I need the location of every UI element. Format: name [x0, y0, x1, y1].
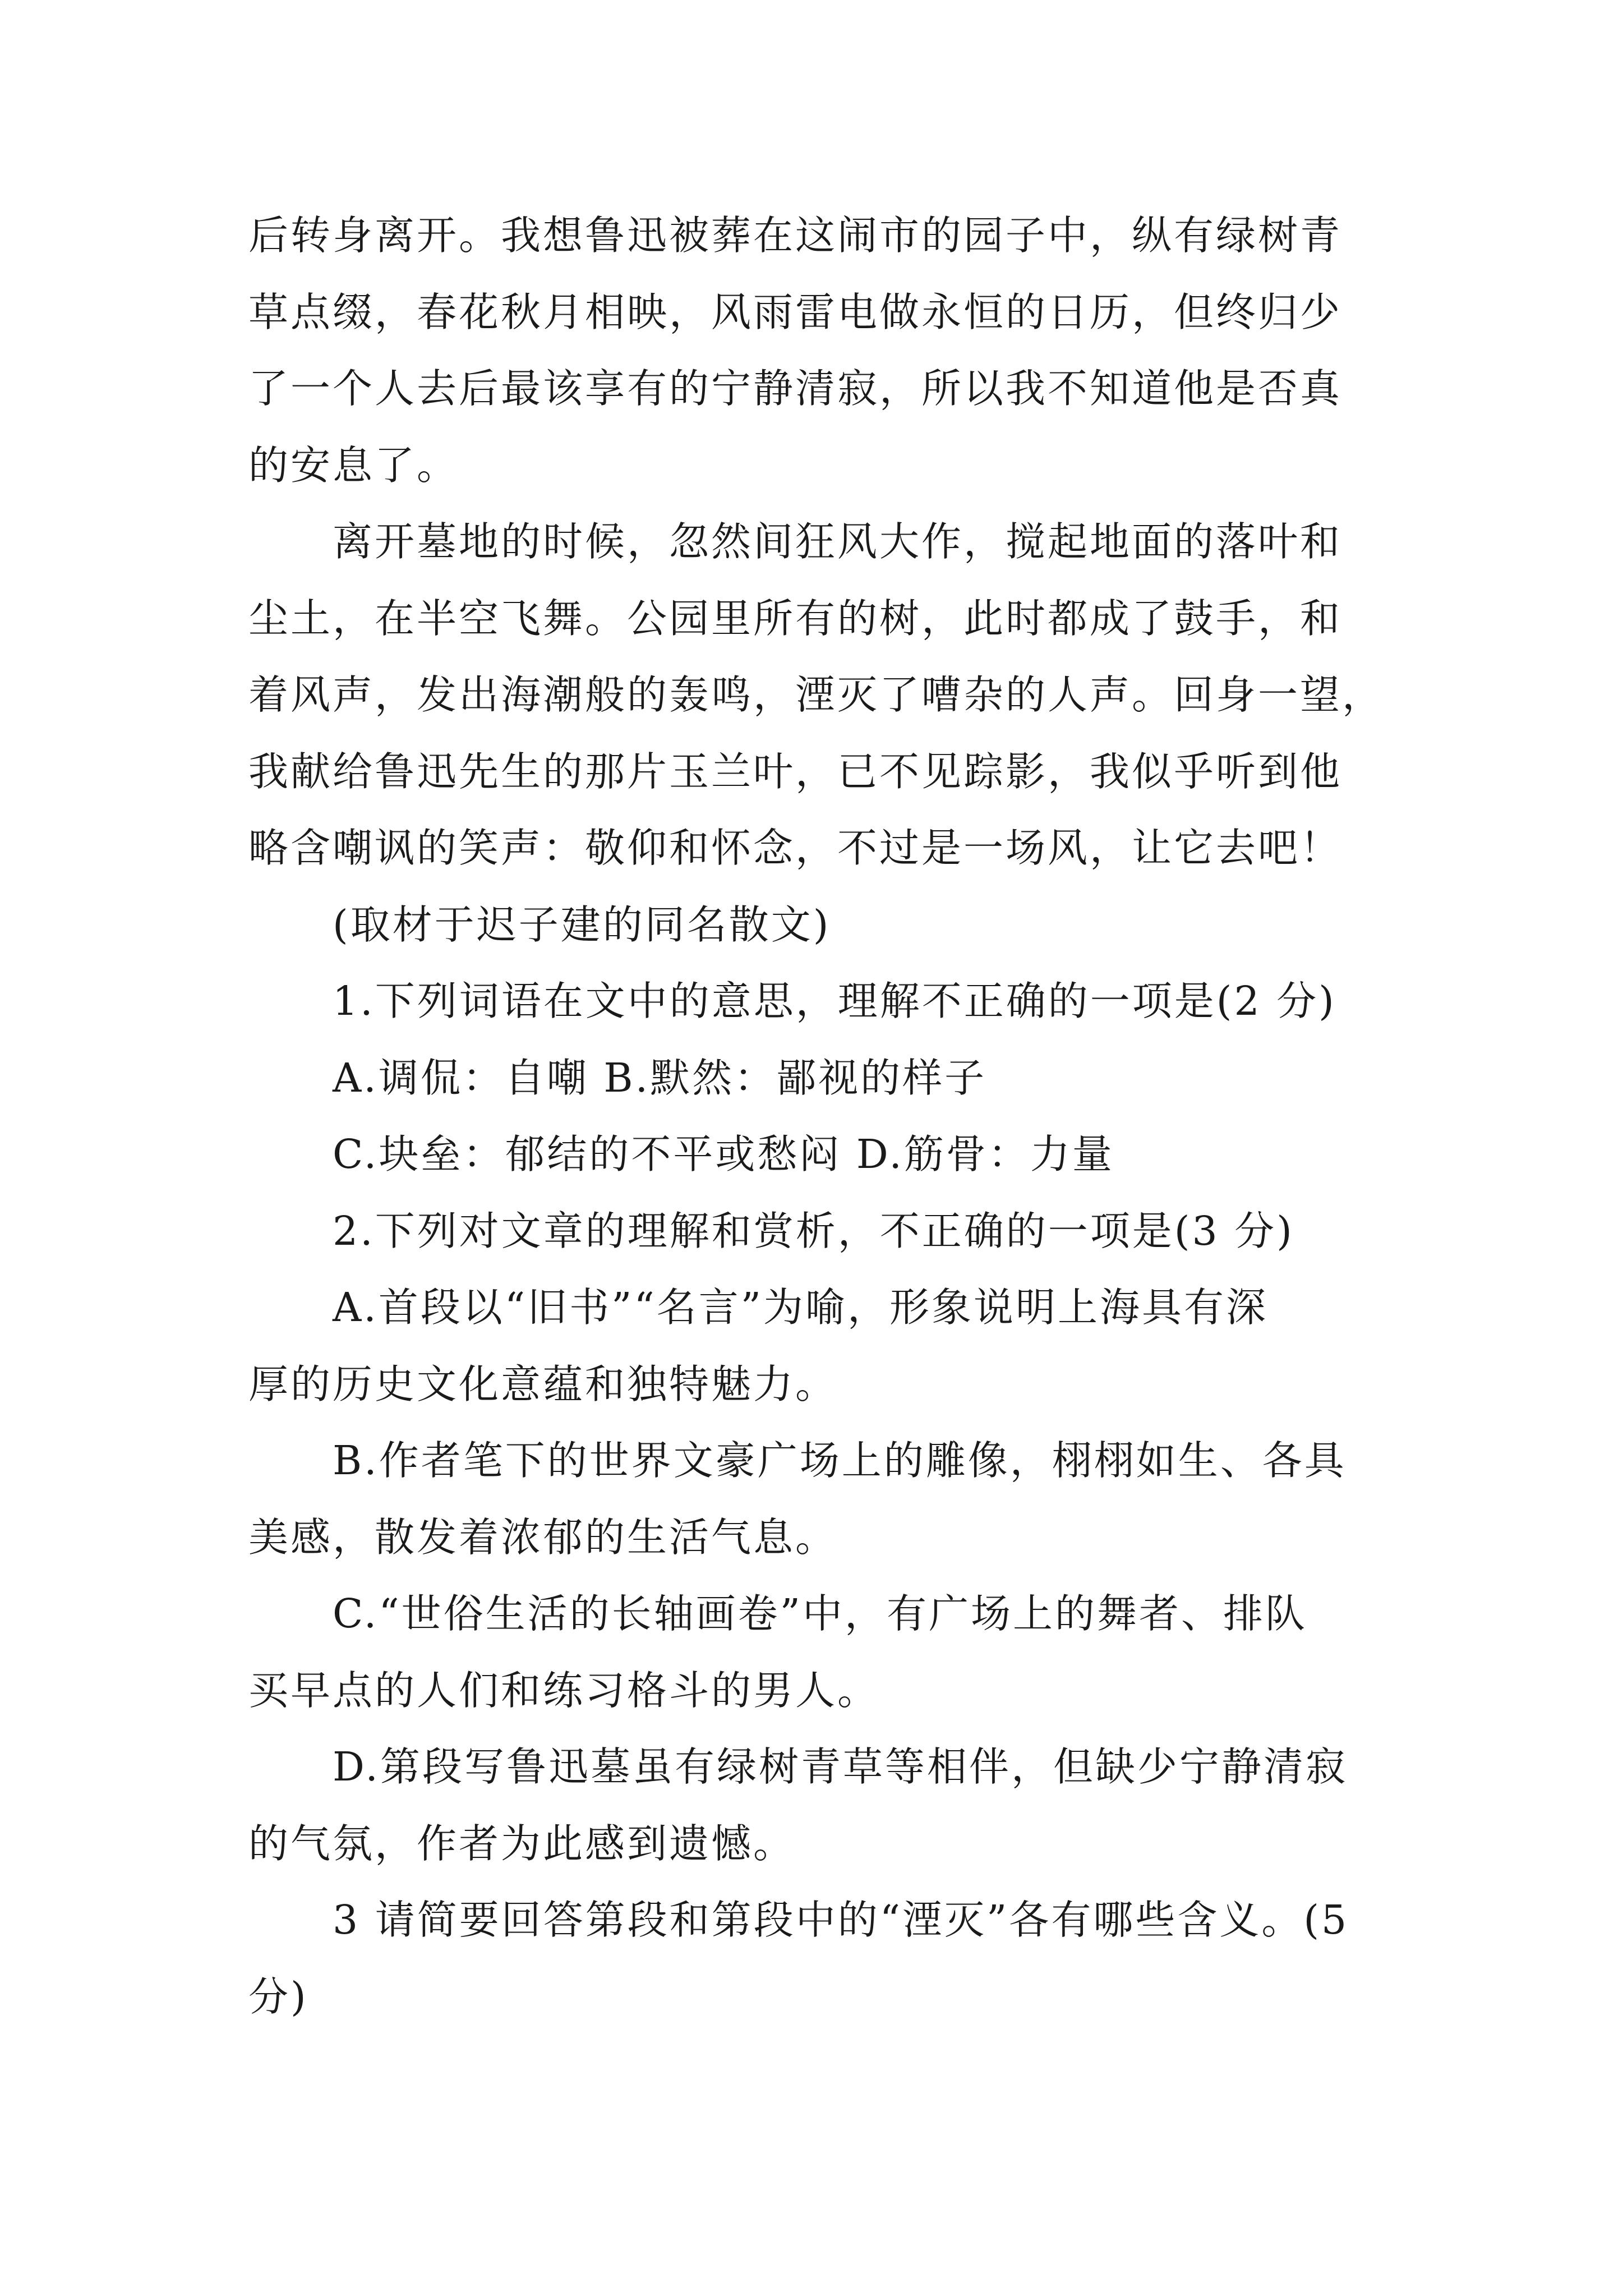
option-line: A.首段以“旧书”“名言”为喻，形象说明上海具有深 — [333, 1284, 1269, 1331]
text-line: 买早点的人们和练习格斗的男人。 — [248, 1667, 880, 1714]
text-line: 美感，散发着浓郁的生活气息。 — [248, 1513, 838, 1561]
text-line: 分) — [248, 1973, 308, 2020]
text-line: 离开墓地的时候，忽然间狂风大作，搅起地面的落叶和 — [333, 518, 1343, 565]
source-note: (取材于迟子建的同名散文) — [333, 901, 831, 948]
text-line: 的气氛，作者为此感到遗憾。 — [248, 1820, 796, 1867]
option-line: C.块垒：郁结的不平或愁闷 D.筋骨：力量 — [333, 1131, 1114, 1177]
option-line: C.“世俗生活的长轴画卷”中，有广场上的舞者、排队 — [333, 1590, 1307, 1637]
text-line: 我献给鲁迅先生的那片玉兰叶，已不见踪影，我似乎听到他 — [248, 748, 1343, 795]
text-line: 后转身离开。我想鲁迅被葬在这闹市的园子中，纵有绿树青 — [248, 212, 1343, 259]
option-line: B.作者笔下的世界文豪广场上的雕像，栩栩如生、各具 — [333, 1437, 1347, 1484]
question-3: 3 请简要回答第段和第段中的“湮灭”各有哪些含义。(5 — [333, 1897, 1349, 1943]
text-line: 尘土，在半空飞舞。公园里所有的树，此时都成了鼓手，和 — [248, 595, 1343, 642]
text-line: 了一个人去后最该享有的宁静清寂，所以我不知道他是否真 — [248, 365, 1343, 412]
question-2: 2.下列对文章的理解和赏析，不正确的一项是(3 分) — [333, 1207, 1294, 1254]
question-1: 1.下列词语在文中的意思，理解不正确的一项是(2 分) — [333, 978, 1336, 1024]
text-body — [248, 197, 1385, 2035]
option-line: D.第段写鲁迅墓虽有绿树青草等相伴，但缺少宁静清寂 — [333, 1743, 1348, 1790]
text-line: 草点缀，春花秋月相映，风雨雷电做永恒的日历，但终归少 — [248, 288, 1343, 335]
option-line: A.调侃：自嘲 B.默然：鄙视的样子 — [333, 1054, 987, 1101]
text-line: 的安息了。 — [248, 441, 459, 489]
text-line: 略含嘲讽的笑声：敬仰和怀念，不过是一场风，让它去吧！ — [248, 825, 1343, 871]
text-line: 厚的历史文化意蕴和独特魅力。 — [248, 1360, 838, 1407]
text-line: 着风声，发出海潮般的轰鸣，湮灭了嘈杂的人声。回身一望， — [248, 671, 1385, 718]
